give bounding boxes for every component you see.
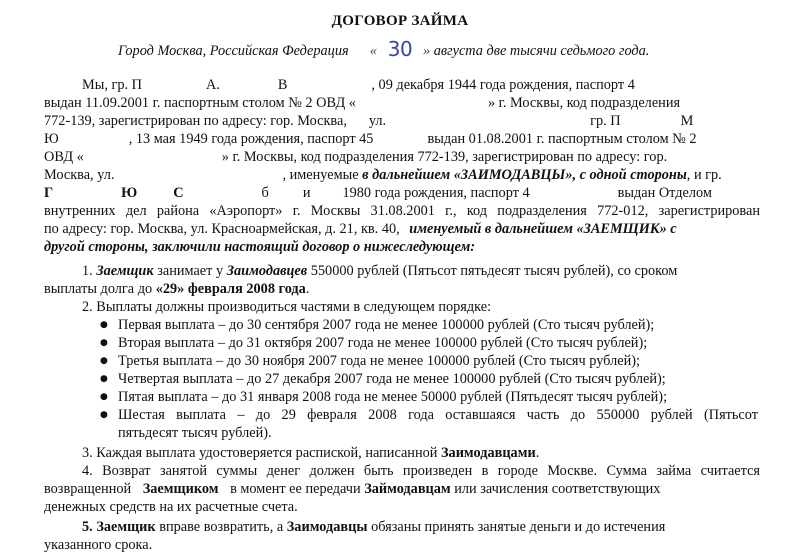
clause-4-borrower: Заемщиком	[142, 481, 219, 497]
bullet-icon: ●	[100, 392, 108, 402]
clause-3-text: 3. Каждая выплата удостоверяется распиской, написанной	[82, 445, 438, 461]
party1-street: ул.	[368, 113, 387, 129]
city-date-line	[118, 39, 649, 60]
party1-name-part: В	[277, 77, 288, 93]
parties-line-5	[44, 148, 667, 166]
parties-line-4	[44, 130, 697, 148]
clause-1-borrows: занимает у	[157, 263, 224, 279]
borrower-birth-1: б	[261, 185, 269, 201]
party1-prefix: Мы, гр. П	[82, 77, 142, 93]
borrower-term: именуемый в дальнейшем «ЗАЕМЩИК» с	[409, 221, 677, 237]
clause-5-obliged: обязаны принять занятые деньги и до истечения	[371, 519, 666, 535]
borrower-birth-2: и	[302, 185, 311, 201]
payment-1: Первая выплата – до 30 сентября 2007 года не менее 100000 рублей (Сто тысяч рублей);	[118, 317, 655, 333]
borrower-address: по адресу: гор. Москва, ул. Красноармейская, д. 21, кв. 40,	[44, 221, 400, 237]
clause-1-amount: 550000 рублей (Пятьсот пятьдесят тысяч рублей), со сроком	[310, 263, 678, 279]
party2-birth: , 13 мая 1949 года рождения, паспорт 45	[128, 131, 374, 147]
lenders-term: в дальнейшем «ЗАИМОДАВЦЫ», с одной стороны	[362, 167, 687, 183]
borrower-name-2: Ю	[121, 185, 138, 201]
date-rest: августа две тысячи седьмого года.	[433, 43, 650, 59]
party2-ovd-cont: » г. Москвы, код подразделения 772-139, зарегистрирован по адресу: гор.	[221, 149, 668, 165]
clause-5-number: 5.	[82, 519, 93, 535]
clause-1-number: 1.	[82, 263, 93, 279]
clause-4-lenders: Займодавцам	[364, 481, 451, 497]
party1-passport: выдан 11.09.2001 г. паспортным столом № 2 ОВД «	[44, 95, 356, 111]
clause-4-crediting: или зачисления соответствующих	[454, 481, 661, 497]
parties-line-1	[82, 76, 635, 94]
payment-6-cont: пятьдесят тысяч рублей).	[118, 425, 272, 441]
borrower-name-1: Г	[44, 185, 54, 201]
bullet-icon: ●	[100, 374, 108, 384]
parties-line-2	[44, 94, 680, 112]
party1-birth: , 09 декабря 1944 года рождения, паспорт 4	[371, 77, 635, 93]
bullet-icon: ●	[100, 356, 108, 366]
payment-2: Вторая выплата – до 31 октября 2007 года не менее 100000 рублей (Сто тысяч рублей);	[118, 335, 648, 351]
clause-4-line-1: 4. Возврат занятой суммы денег должен быть произведен в городе Москве. Сумма займа считается	[82, 463, 760, 479]
lenders-named: , именуемые	[282, 167, 359, 183]
clause-4-moment: в момент ее передачи	[230, 481, 361, 497]
clause-3	[82, 444, 539, 462]
city-name: Город Москва, Российская Федерация	[118, 43, 349, 59]
party2-name: Ю	[44, 131, 59, 147]
parties-line-8: внутренних дел района «Аэропорт» г. Москвы 31.08.2001 г., код подразделения 772-012, зарегистрирован	[44, 203, 760, 219]
bullet-icon: ●	[100, 410, 108, 420]
party1-address: 772-139, зарегистрирован по адресу: гор. Москва,	[44, 113, 347, 129]
handwritten-day: 30	[387, 37, 413, 61]
clause-1-line-2	[44, 280, 309, 298]
clause-5-borrower: Заемщик	[96, 519, 156, 535]
party2-street: Москва, ул.	[44, 167, 115, 183]
party2-prefix: гр. П	[590, 113, 621, 129]
clause-3-period: .	[535, 445, 540, 461]
payment-4: Четвертая выплата – до 27 декабря 2007 года не менее 100000 рублей (Сто тысяч рублей);	[118, 371, 666, 387]
clause-1-due-date: «29» февраля 2008 года	[155, 281, 306, 297]
parties-line-3	[44, 112, 693, 130]
party2-initial: М	[680, 113, 694, 129]
party2-passport: выдан 01.08.2001 г. паспортным столом № 2	[427, 131, 697, 147]
open-quote: «	[369, 43, 377, 59]
clause-4-line-2	[44, 480, 660, 498]
borrower-birth-year: 1980 года рождения, паспорт 4	[342, 185, 530, 201]
bullet-icon: ●	[100, 320, 108, 330]
payment-3: Третья выплата – до 30 ноября 2007 года не менее 100000 рублей (Сто тысяч рублей);	[118, 353, 640, 369]
clause-2-heading: 2. Выплаты должны производиться частями в следующем порядке:	[82, 299, 492, 315]
party2-ovd: ОВД «	[44, 149, 84, 165]
borrower-name-3: С	[173, 185, 184, 201]
parties-line-7	[44, 184, 712, 202]
clause-4-returned: возвращенной	[44, 481, 132, 497]
clause-5-line-2: указанного срока.	[44, 537, 153, 553]
parties-line-10: другой стороны, заключили настоящий договор о нижеследующем:	[44, 239, 476, 255]
clause-5-may-return: вправе возвратить, а	[159, 519, 284, 535]
parties-line-6	[44, 166, 722, 184]
clause-3-lenders: Заимодавцами	[441, 445, 536, 461]
clause-1-line-1	[82, 262, 677, 280]
party1-initial: А.	[205, 77, 220, 93]
clause-5-lenders: Заимодавцы	[286, 519, 368, 535]
clause-1-term-text: выплаты долга до	[44, 281, 153, 297]
clause-1-lenders: Заимодавцев	[226, 263, 308, 279]
borrower-passport-issuer: выдан Отделом	[617, 185, 712, 201]
and-citizen: , и гр.	[686, 167, 722, 183]
party1-passport-cont: » г. Москвы, код подразделения	[487, 95, 681, 111]
payment-6: Шестая выплата – до 29 февраля 2008 года оставшаяся часть до 550000 рублей (Пятьсот	[118, 407, 758, 423]
parties-line-9	[44, 220, 677, 238]
clause-5-line-1	[82, 518, 665, 536]
payment-5: Пятая выплата – до 31 января 2008 года не менее 50000 рублей (Пятьдесят тысяч рублей);	[118, 389, 668, 405]
bullet-icon: ●	[100, 338, 108, 348]
clause-1-period: .	[305, 281, 310, 297]
document-title: ДОГОВОР ЗАЙМА	[331, 13, 469, 29]
clause-1-borrower: Заемщик	[96, 263, 154, 279]
close-quote: »	[422, 43, 431, 59]
clause-4-line-3: денежных средств на их расчетные счета.	[44, 499, 298, 515]
